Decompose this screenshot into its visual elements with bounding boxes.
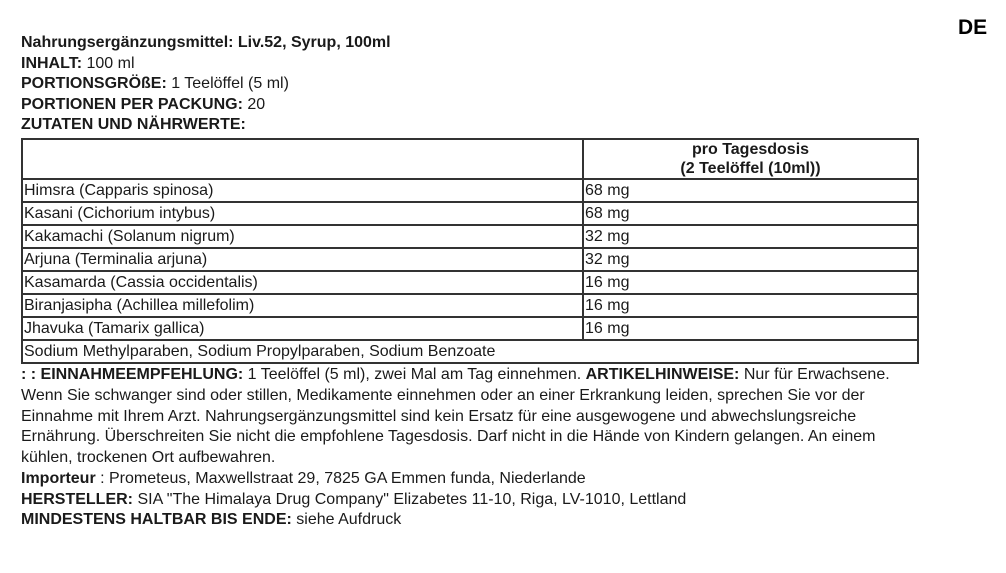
table-row <box>22 294 918 317</box>
portionsgroesse-label: PORTIONSGRÖßE: <box>21 75 167 93</box>
haltbar-value: siehe Aufdruck <box>291 511 402 529</box>
ingredient-name: Jhavuka (Tamarix gallica) <box>22 317 583 340</box>
dose-header-line1: pro Tagesdosis <box>691 140 810 158</box>
inhalt-value: 100 ml <box>82 54 135 72</box>
table-row <box>22 202 918 225</box>
ingredient-name: Arjuna (Terminalia arjuna) <box>22 248 583 271</box>
einnahme-text: 1 Teelöffel (5 ml), zwei Mal am Tag einnehmen. <box>243 365 586 383</box>
portionsgroesse-value: 1 Teelöffel (5 ml) <box>166 75 289 93</box>
language-code: DE <box>958 16 988 39</box>
importeur-label: Importeur <box>21 469 96 487</box>
portionen-value: 20 <box>242 95 266 113</box>
table-header-dose-cell <box>583 139 918 179</box>
product-line <box>21 33 921 54</box>
ingredient-name: Kasamarda (Cassia occidentalis) <box>22 271 583 294</box>
inhalt-label: INHALT: <box>21 54 83 72</box>
table-row <box>22 225 918 248</box>
ingredient-name: Kasani (Cichorium intybus) <box>22 202 583 225</box>
ingredient-name: Kakamachi (Solanum nigrum) <box>22 225 583 248</box>
ingredient-amount: 68 mg <box>583 202 918 225</box>
zutaten-heading-text: ZUTATEN UND NÄHRWERTE: <box>21 116 246 134</box>
haltbar-line <box>21 510 921 531</box>
table-row <box>22 271 918 294</box>
ingredients-table <box>21 138 919 364</box>
product-title: Nahrungsergänzungsmittel: Liv.52, Syrup, 100ml <box>21 34 391 51</box>
ingredient-amount: 16 mg <box>583 294 918 317</box>
table-header-row <box>22 139 918 179</box>
ingredient-amount: 32 mg <box>583 248 918 271</box>
ingredient-amount: 16 mg <box>583 271 918 294</box>
table-row <box>22 248 918 271</box>
table-row <box>22 179 918 202</box>
table-header-empty-cell <box>22 139 583 179</box>
usage-paragraph <box>21 365 921 469</box>
hinweise-label: ARTIKELHINWEISE: <box>585 365 740 383</box>
ingredient-name: Himsra (Capparis spinosa) <box>22 179 583 202</box>
ingredient-amount: 16 mg <box>583 317 918 340</box>
zutaten-heading <box>21 115 921 136</box>
product-label-document <box>21 33 921 531</box>
inhalt-line <box>21 54 921 75</box>
einnahme-label: : : EINNAHMEEMPFEHLUNG: <box>21 365 244 383</box>
hersteller-value: SIA "The Himalaya Drug Company" Elizabetes 11-10, Riga, LV-1010, Lettland <box>133 490 687 508</box>
hinweise-text: Nur für Erwachsene. Wenn Sie schwanger sind oder stillen, Medikamente einnehmen oder an einer Erkrankung leiden, sprechen Sie vor der Einnahme mit Ihrem Arzt. Nahrungsergänzungsmittel sind kein Ersatz für eine ausgewogene und abwechslungsreiche Ernährung. Überschreiten Sie nicht die empfohlene Tagesdosis. Darf nicht in die Hände von Kindern gelangen. An einem kühlen, trockenen Ort aufbewahren. <box>21 365 890 467</box>
haltbar-label: MINDESTENS HALTBAR BIS ENDE: <box>21 511 292 529</box>
hersteller-label: HERSTELLER: <box>21 490 133 508</box>
dose-header-line2: (2 Teelöffel (10ml)) <box>680 159 821 177</box>
importeur-line <box>21 469 921 490</box>
portionen-label: PORTIONEN PER PACKUNG: <box>21 95 243 113</box>
ingredient-name: Biranjasipha (Achillea millefolim) <box>22 294 583 317</box>
ingredient-amount: 68 mg <box>583 179 918 202</box>
portionen-line <box>21 95 921 116</box>
ingredient-amount: 32 mg <box>583 225 918 248</box>
importeur-value: : Prometeus, Maxwellstraat 29, 7825 GA Emmen funda, Niederlande <box>95 469 586 487</box>
portionsgroesse-line <box>21 74 921 95</box>
table-row <box>22 317 918 340</box>
hersteller-line <box>21 490 921 511</box>
table-footer-row <box>22 340 918 363</box>
preservatives-cell: Sodium Methylparaben, Sodium Propylparaben, Sodium Benzoate <box>22 340 918 363</box>
